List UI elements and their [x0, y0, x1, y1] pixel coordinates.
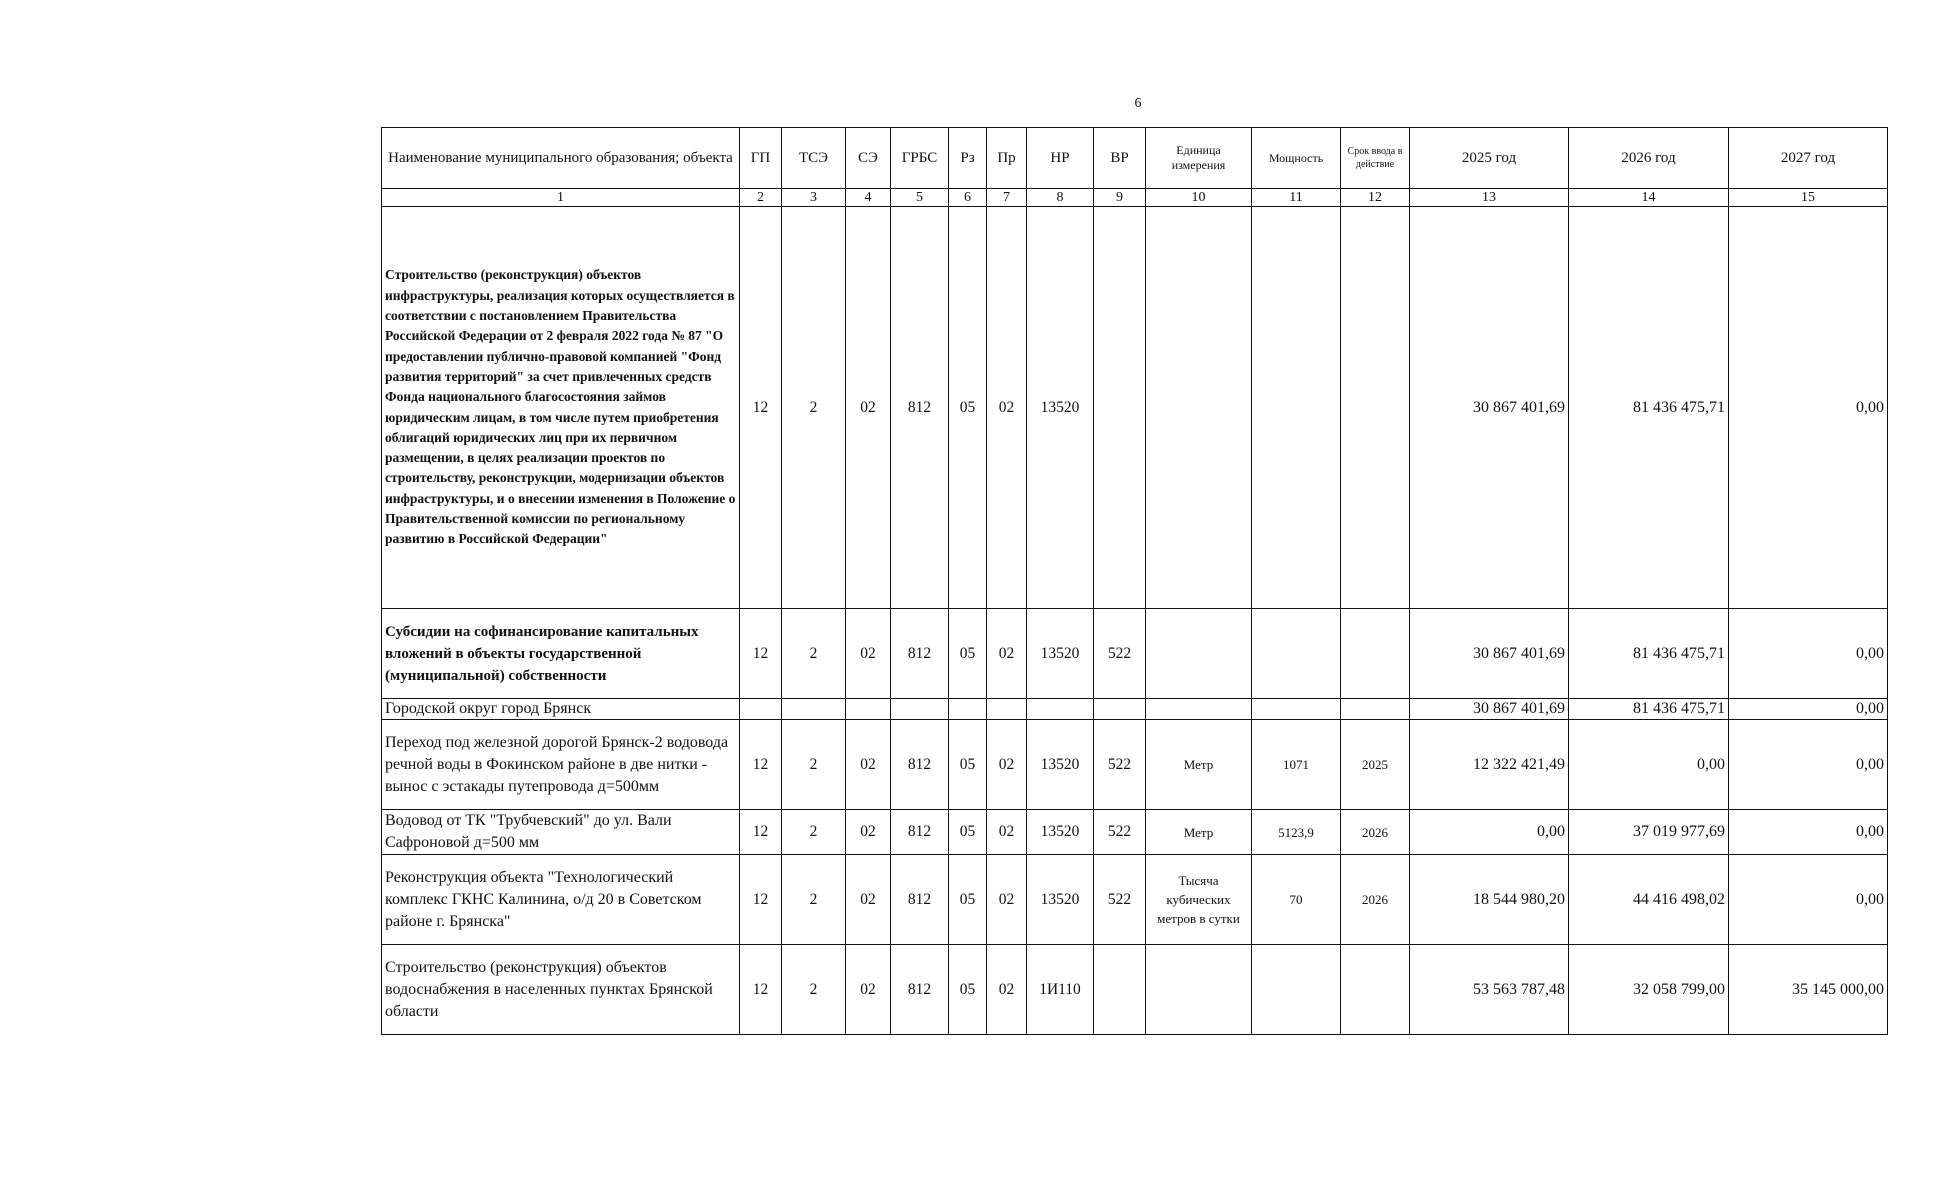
cell-rz — [949, 699, 987, 720]
cell-2027: 35 145 000,00 — [1729, 945, 1888, 1035]
cell-nr: 13520 — [1027, 720, 1094, 810]
cell-tse: 2 — [782, 207, 846, 609]
cell-unit — [1146, 609, 1252, 699]
cell-nr: 13520 — [1027, 207, 1094, 609]
cell-nr: 1И110 — [1027, 945, 1094, 1035]
cell-2026: 44 416 498,02 — [1569, 855, 1729, 945]
cell-se: 02 — [846, 810, 891, 855]
cell-2025: 30 867 401,69 — [1410, 609, 1569, 699]
header-unit: Единица измерения — [1146, 128, 1252, 189]
cell-vr — [1094, 699, 1146, 720]
header-2027: 2027 год — [1729, 128, 1888, 189]
header-row — [382, 128, 1888, 189]
cell-grbs: 812 — [891, 810, 949, 855]
cell-2027: 0,00 — [1729, 699, 1888, 720]
cell-pr: 02 — [987, 207, 1027, 609]
cell-tse: 2 — [782, 855, 846, 945]
cell-2026: 0,00 — [1569, 720, 1729, 810]
cell-grbs: 812 — [891, 855, 949, 945]
cell-power: 1071 — [1252, 720, 1341, 810]
cell-tse — [782, 699, 846, 720]
header-rz: Рз — [949, 128, 987, 189]
cell-rz: 05 — [949, 609, 987, 699]
cell-2026: 81 436 475,71 — [1569, 699, 1729, 720]
cell-vr: 522 — [1094, 720, 1146, 810]
column-number: 12 — [1341, 189, 1410, 207]
object-name: Строительство (реконструкция) объектов водоснабжения в населенных пунктах Брянской области — [382, 945, 740, 1035]
cell-term: 2025 — [1341, 720, 1410, 810]
header-name: Наименование муниципального образования; объекта — [382, 128, 740, 189]
cell-tse: 2 — [782, 810, 846, 855]
object-name: Строительство (реконструкция) объектов инфраструктуры, реализация которых осуществляется в соответствии с постановлением Правительства Российской Федерации от 2 февраля 2022 года № 87 "О предоставлении публично-правовой компанией "Фонд развития территорий" за счет привлеченных средств Фонда национального благосостояния займов юридическим лицам, в том числе путем приобретения облигаций юридических лиц при их первичном размещении, в целях реализации проектов по строительству, реконструкции, модернизации объектов инфраструктуры, и о внесении изменения в Положение о Правительственной комиссии по региональному развитию в Российской Федерации" — [382, 207, 740, 609]
cell-2025: 53 563 787,48 — [1410, 945, 1569, 1035]
header-power: Мощность — [1252, 128, 1341, 189]
column-number: 9 — [1094, 189, 1146, 207]
cell-2026: 81 436 475,71 — [1569, 207, 1729, 609]
cell-unit — [1146, 699, 1252, 720]
cell-pr — [987, 699, 1027, 720]
cell-2027: 0,00 — [1729, 609, 1888, 699]
column-number: 10 — [1146, 189, 1252, 207]
cell-2027: 0,00 — [1729, 810, 1888, 855]
cell-gp: 12 — [740, 720, 782, 810]
cell-power: 5123,9 — [1252, 810, 1341, 855]
column-number: 7 — [987, 189, 1027, 207]
cell-power — [1252, 207, 1341, 609]
cell-grbs: 812 — [891, 945, 949, 1035]
column-number-row — [382, 189, 1888, 207]
cell-grbs: 812 — [891, 207, 949, 609]
table-row — [382, 810, 1888, 855]
cell-se: 02 — [846, 207, 891, 609]
column-number: 8 — [1027, 189, 1094, 207]
cell-vr — [1094, 945, 1146, 1035]
cell-unit — [1146, 207, 1252, 609]
cell-nr: 13520 — [1027, 855, 1094, 945]
cell-2027: 0,00 — [1729, 207, 1888, 609]
cell-term: 2026 — [1341, 810, 1410, 855]
cell-nr: 13520 — [1027, 810, 1094, 855]
cell-tse: 2 — [782, 720, 846, 810]
object-name: Субсидии на софинансирование капитальных вложений в объекты государственной (муниципальной) собственности — [382, 609, 740, 699]
cell-2025: 0,00 — [1410, 810, 1569, 855]
cell-se — [846, 699, 891, 720]
cell-gp: 12 — [740, 609, 782, 699]
cell-vr: 522 — [1094, 810, 1146, 855]
cell-se: 02 — [846, 609, 891, 699]
cell-vr — [1094, 207, 1146, 609]
cell-2026: 81 436 475,71 — [1569, 609, 1729, 699]
cell-pr: 02 — [987, 810, 1027, 855]
cell-2025: 18 544 980,20 — [1410, 855, 1569, 945]
cell-gp: 12 — [740, 945, 782, 1035]
cell-rz: 05 — [949, 207, 987, 609]
cell-unit — [1146, 945, 1252, 1035]
cell-se: 02 — [846, 720, 891, 810]
header-2025: 2025 год — [1410, 128, 1569, 189]
page-number: 6 — [1134, 96, 1142, 111]
cell-nr: 13520 — [1027, 609, 1094, 699]
cell-pr: 02 — [987, 609, 1027, 699]
cell-term: 2026 — [1341, 855, 1410, 945]
column-number: 11 — [1252, 189, 1341, 207]
column-number: 3 — [782, 189, 846, 207]
table-row — [382, 720, 1888, 810]
cell-2025: 12 322 421,49 — [1410, 720, 1569, 810]
table-row — [382, 207, 1888, 609]
header-2026: 2026 год — [1569, 128, 1729, 189]
cell-2025: 30 867 401,69 — [1410, 207, 1569, 609]
header-gp: ГП — [740, 128, 782, 189]
cell-power — [1252, 699, 1341, 720]
object-name: Переход под железной дорогой Брянск-2 водовода речной воды в Фокинском районе в две нитки - вынос с эстакады путепровода д=500мм — [382, 720, 740, 810]
cell-gp — [740, 699, 782, 720]
cell-unit: Метр — [1146, 810, 1252, 855]
column-number: 13 — [1410, 189, 1569, 207]
column-number: 1 — [382, 189, 740, 207]
cell-rz: 05 — [949, 810, 987, 855]
cell-nr — [1027, 699, 1094, 720]
cell-rz: 05 — [949, 945, 987, 1035]
header-nr: НР — [1027, 128, 1094, 189]
object-name: Реконструкция объекта "Технологический комплекс ГКНС Калинина, о/д 20 в Советском районе г. Брянска" — [382, 855, 740, 945]
cell-pr: 02 — [987, 720, 1027, 810]
cell-unit: Метр — [1146, 720, 1252, 810]
header-tse: ТСЭ — [782, 128, 846, 189]
cell-2027: 0,00 — [1729, 855, 1888, 945]
budget-table — [381, 127, 1888, 1035]
cell-gp: 12 — [740, 207, 782, 609]
header-term: Срок ввода в действие — [1341, 128, 1410, 189]
column-number: 14 — [1569, 189, 1729, 207]
object-name: Городской округ город Брянск — [382, 699, 740, 720]
cell-2025: 30 867 401,69 — [1410, 699, 1569, 720]
cell-se: 02 — [846, 945, 891, 1035]
cell-grbs: 812 — [891, 609, 949, 699]
cell-term — [1341, 699, 1410, 720]
cell-tse: 2 — [782, 945, 846, 1035]
cell-power: 70 — [1252, 855, 1341, 945]
cell-power — [1252, 945, 1341, 1035]
column-number: 15 — [1729, 189, 1888, 207]
cell-gp: 12 — [740, 855, 782, 945]
column-number: 6 — [949, 189, 987, 207]
cell-vr: 522 — [1094, 855, 1146, 945]
cell-rz: 05 — [949, 720, 987, 810]
cell-rz: 05 — [949, 855, 987, 945]
table-row — [382, 609, 1888, 699]
cell-se: 02 — [846, 855, 891, 945]
column-number: 5 — [891, 189, 949, 207]
header-se: СЭ — [846, 128, 891, 189]
cell-power — [1252, 609, 1341, 699]
cell-pr: 02 — [987, 855, 1027, 945]
object-name: Водовод от ТК "Трубчевский" до ул. Вали Сафроновой д=500 мм — [382, 810, 740, 855]
column-number: 2 — [740, 189, 782, 207]
cell-term — [1341, 207, 1410, 609]
cell-2027: 0,00 — [1729, 720, 1888, 810]
cell-vr: 522 — [1094, 609, 1146, 699]
cell-2026: 37 019 977,69 — [1569, 810, 1729, 855]
cell-grbs — [891, 699, 949, 720]
header-vr: ВР — [1094, 128, 1146, 189]
cell-gp: 12 — [740, 810, 782, 855]
cell-grbs: 812 — [891, 720, 949, 810]
cell-term — [1341, 945, 1410, 1035]
cell-2026: 32 058 799,00 — [1569, 945, 1729, 1035]
column-number: 4 — [846, 189, 891, 207]
cell-tse: 2 — [782, 609, 846, 699]
cell-unit: Тысяча кубических метров в сутки — [1146, 855, 1252, 945]
header-pr: Пр — [987, 128, 1027, 189]
table-row — [382, 699, 1888, 720]
cell-pr: 02 — [987, 945, 1027, 1035]
header-grbs: ГРБС — [891, 128, 949, 189]
table-row — [382, 855, 1888, 945]
table-row — [382, 945, 1888, 1035]
cell-term — [1341, 609, 1410, 699]
